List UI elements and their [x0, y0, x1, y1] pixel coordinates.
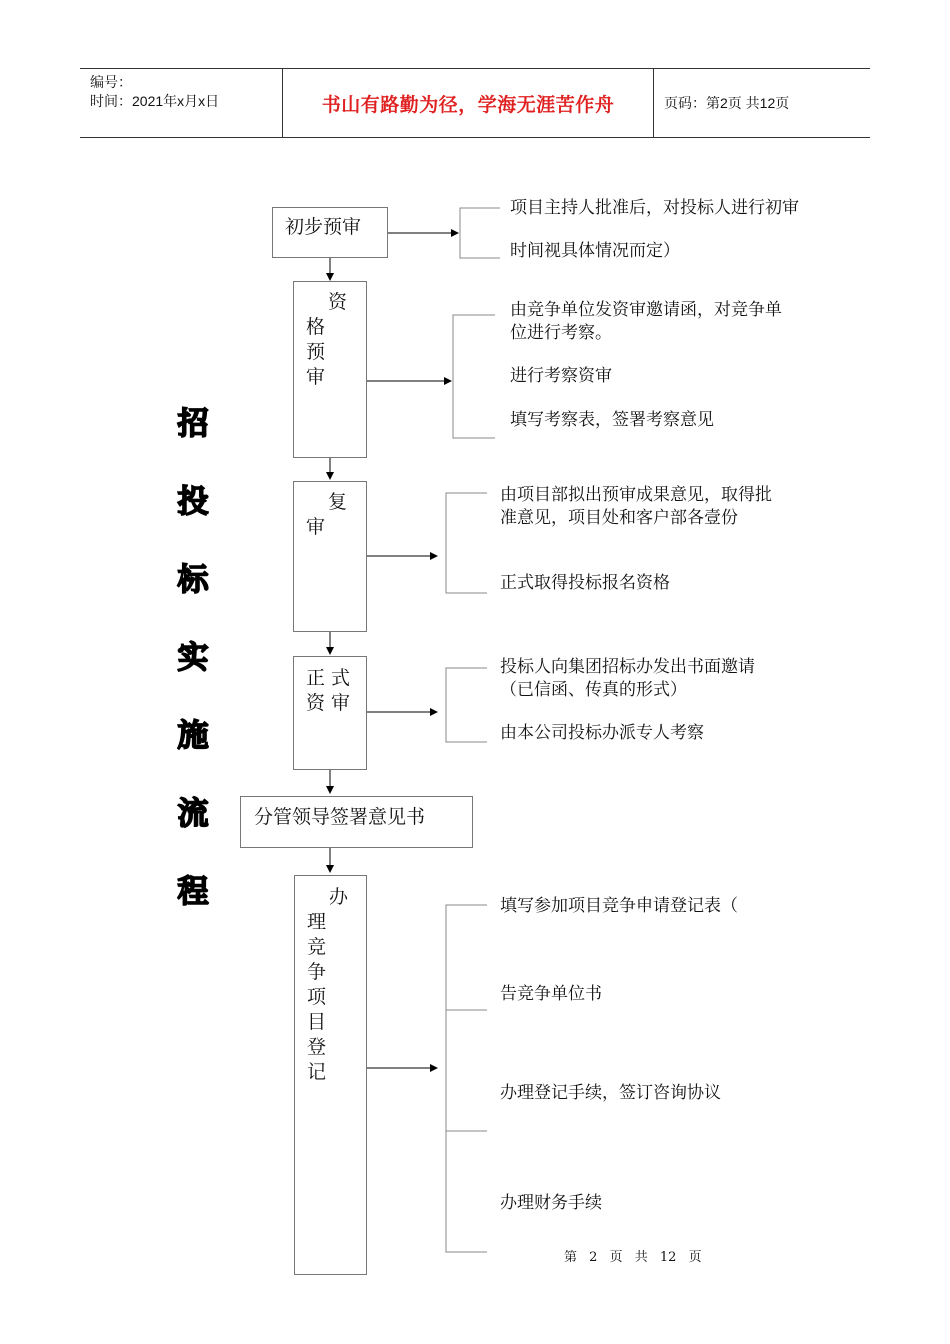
bracket-step4	[446, 668, 487, 742]
label-char: 资	[328, 291, 348, 313]
step-registration-label	[307, 885, 348, 1085]
footer-part: 第	[564, 1250, 578, 1265]
label-char: 理	[307, 911, 327, 933]
note-text: 投标人向集团招标办发出书面邀请	[500, 657, 755, 677]
note-text: 办理财务手续	[500, 1193, 602, 1213]
bracket-step1	[460, 208, 500, 258]
label-char: 目	[307, 1011, 327, 1033]
note-text: 进行考察资审	[510, 366, 612, 386]
label-line: 资 审	[306, 692, 351, 714]
page-footer	[564, 1246, 710, 1265]
note-text: 由竞争单位发资审邀请函，对竞争单	[510, 300, 782, 320]
bracket-step2	[453, 315, 495, 438]
header-motto: 书山有路勤为径，学海无涯苦作舟	[321, 93, 615, 116]
step-qualification-review-label	[306, 290, 347, 390]
side-title-char: 招	[177, 406, 209, 442]
note-text: 填写参加项目竞争申请登记表（	[500, 896, 738, 916]
step-initial-review-label: 初步预审	[285, 216, 362, 238]
label-char: 办	[329, 886, 349, 908]
document-date-label: 时间：2021年x月x日	[90, 93, 220, 109]
bracket-step6	[446, 905, 487, 1252]
footer-page-number: 2	[589, 1250, 598, 1265]
footer-part: 页	[688, 1250, 702, 1265]
header-page-label: 页码：第2页 共12页	[664, 95, 790, 111]
side-title-char: 程	[177, 874, 209, 910]
side-title	[170, 398, 216, 944]
label-char: 预	[306, 341, 326, 363]
label-char: 项	[307, 986, 327, 1008]
side-title-char: 施	[177, 718, 209, 754]
label-char: 竞	[307, 936, 327, 958]
label-char: 争	[307, 961, 327, 983]
label-line: 正 式	[306, 667, 351, 689]
note-text: 办理登记手续，签订咨询协议	[500, 1083, 721, 1103]
side-title-char: 投	[177, 484, 209, 520]
document-number-label: 编号：	[90, 74, 132, 90]
step-leader-sign-label: 分管领导签署意见书	[254, 806, 426, 828]
note-text: 项目主持人批准后，对投标人进行初审	[510, 198, 799, 218]
note-text: 填写考察表，签署考察意见	[510, 410, 714, 430]
footer-part: 页	[609, 1250, 623, 1265]
footer-part: 共	[634, 1250, 648, 1265]
note-text: 准意见，项目处和客户部各壹份	[500, 508, 738, 528]
label-char: 格	[306, 316, 326, 338]
note-text: 时间视具体情况而定）	[510, 241, 680, 261]
label-char: 记	[307, 1061, 327, 1083]
bracket-step3	[446, 493, 487, 593]
note-text: （已信函、传真的形式）	[500, 680, 687, 700]
step-formal-review-label	[306, 666, 350, 716]
label-char: 审	[306, 516, 326, 538]
note-text: 由项目部拟出预审成果意见，取得批	[500, 485, 772, 505]
note-text: 告竞争单位书	[500, 984, 602, 1004]
label-char: 复	[328, 491, 348, 513]
label-char: 审	[306, 366, 326, 388]
note-text: 正式取得投标报名资格	[500, 573, 670, 593]
side-title-char: 标	[177, 562, 209, 598]
footer-total-pages: 12	[659, 1250, 677, 1265]
side-title-char: 实	[177, 640, 209, 676]
note-text: 由本公司投标办派专人考察	[500, 723, 704, 743]
step-re-review-label	[306, 490, 347, 540]
label-char: 登	[307, 1036, 327, 1058]
side-title-char: 流	[177, 796, 209, 832]
note-text: 位进行考察。	[510, 323, 612, 343]
